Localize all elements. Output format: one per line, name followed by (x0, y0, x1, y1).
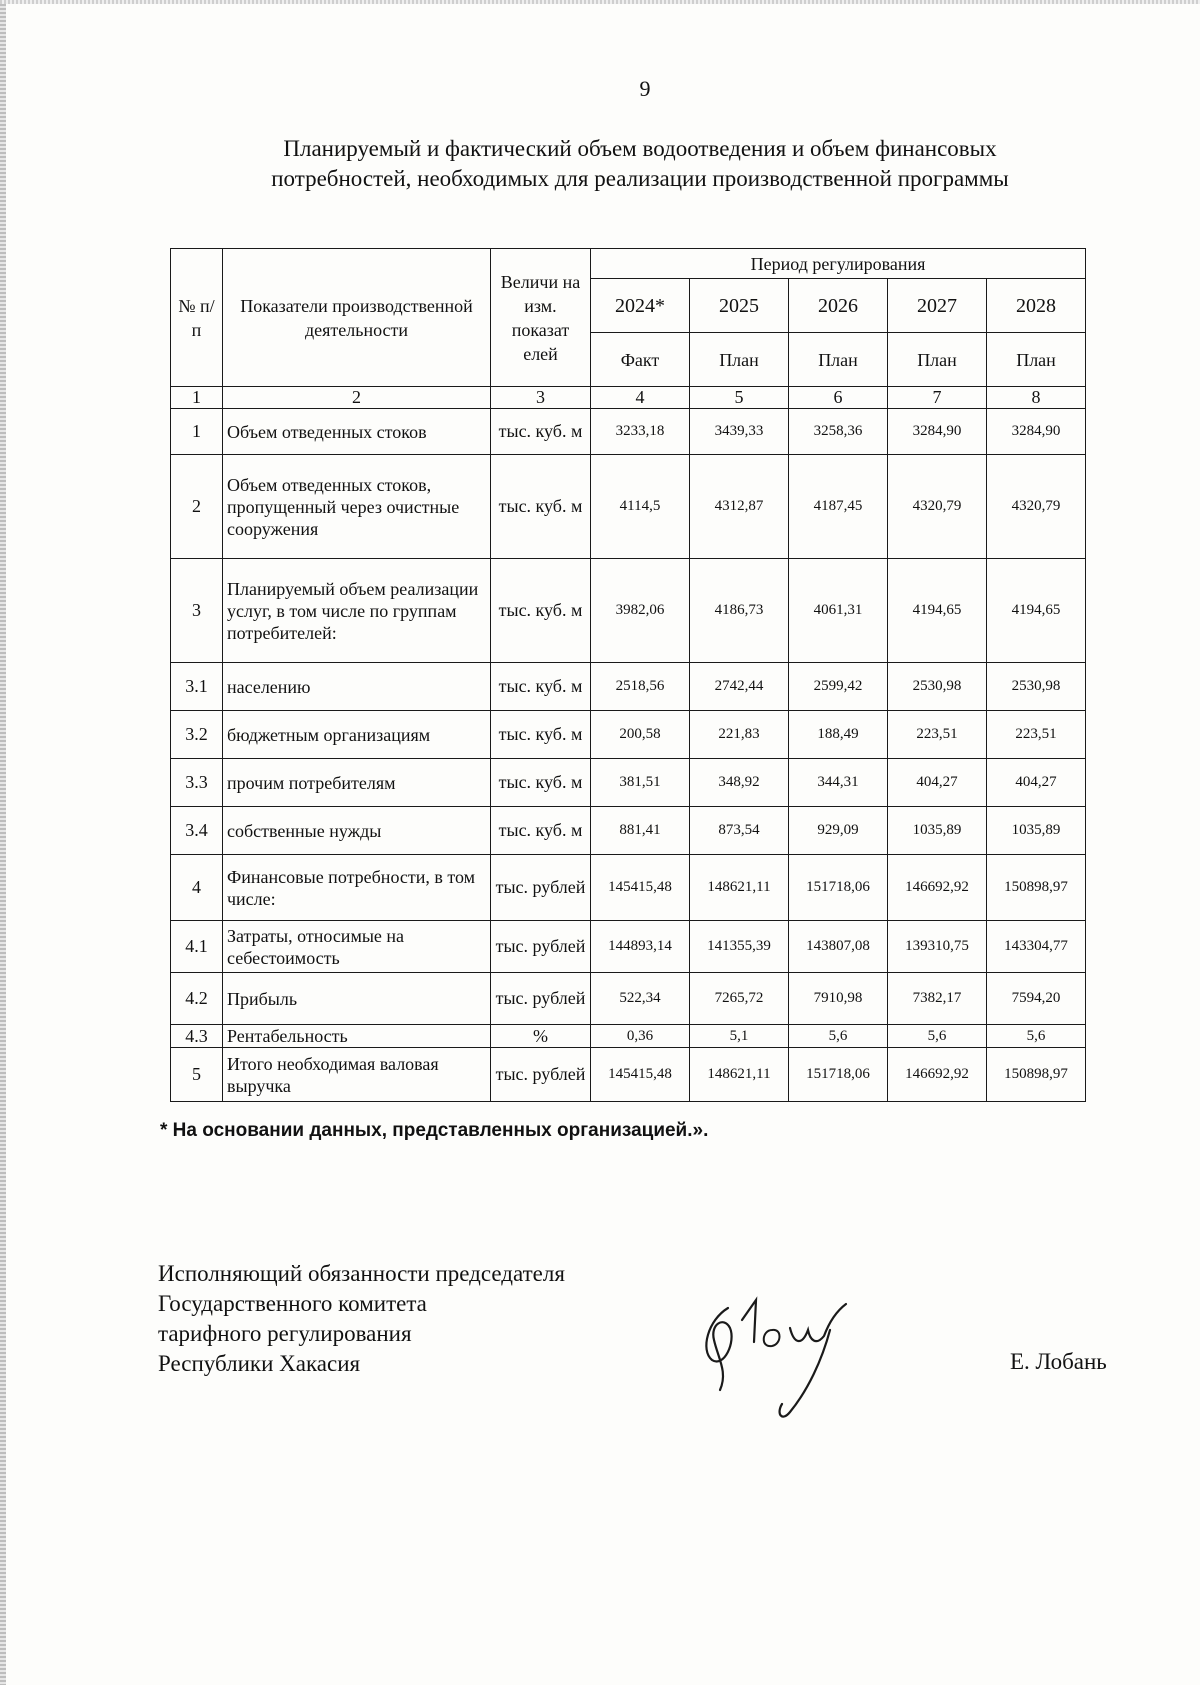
row-value: 145415,48 (591, 1048, 690, 1102)
row-value: 223,51 (987, 711, 1086, 759)
row-value: 1035,89 (987, 807, 1086, 855)
row-number: 3.3 (171, 759, 223, 807)
table-row (171, 663, 1086, 711)
production-program-table (170, 248, 1086, 1102)
row-value: 146692,92 (888, 855, 987, 921)
table-row (171, 921, 1086, 973)
header-year-2024: 2024* (591, 279, 690, 333)
row-value: 4320,79 (888, 455, 987, 559)
row-value: 5,1 (690, 1025, 789, 1048)
signer-name: Е. Лобань (1010, 1349, 1107, 1374)
row-value: 4187,45 (789, 455, 888, 559)
row-unit: тыс. рублей (491, 1048, 591, 1102)
row-value: 188,49 (789, 711, 888, 759)
row-value: 146692,92 (888, 1048, 987, 1102)
row-value: 7265,72 (690, 973, 789, 1025)
row-value: 7382,17 (888, 973, 987, 1025)
signer-title-line-3: тарифного регулирования (158, 1321, 412, 1346)
row-indicator: Финансовые потребности, в том числе: (223, 855, 491, 921)
table-row (171, 409, 1086, 455)
row-value: 522,34 (591, 973, 690, 1025)
row-value: 4320,79 (987, 455, 1086, 559)
row-value: 7910,98 (789, 973, 888, 1025)
row-number: 4.1 (171, 921, 223, 973)
col-number: 3 (491, 387, 591, 409)
header-year-2028: 2028 (987, 279, 1086, 333)
row-value: 200,58 (591, 711, 690, 759)
row-value: 404,27 (888, 759, 987, 807)
row-value: 348,92 (690, 759, 789, 807)
row-value: 3284,90 (888, 409, 987, 455)
scan-edge-top (0, 0, 1200, 4)
header-kind-2026: План (789, 333, 888, 387)
row-number: 3.4 (171, 807, 223, 855)
signer-title-line-4: Республики Хакасия (158, 1351, 361, 1376)
row-value: 4312,87 (690, 455, 789, 559)
row-indicator: Планируемый объем реализации услуг, в том числе по группам потребителей: (223, 559, 491, 663)
row-value: 344,31 (789, 759, 888, 807)
table-row (171, 711, 1086, 759)
row-value: 873,54 (690, 807, 789, 855)
row-unit: тыс. куб. м (491, 559, 591, 663)
row-indicator: собственные нужды (223, 807, 491, 855)
row-value: 143807,08 (789, 921, 888, 973)
row-value: 3233,18 (591, 409, 690, 455)
row-unit: тыс. куб. м (491, 759, 591, 807)
header-unit: Величи на изм. показат елей (491, 249, 591, 387)
row-value: 150898,97 (987, 1048, 1086, 1102)
row-value: 141355,39 (690, 921, 789, 973)
signer-title-line-2: Государственного комитета (158, 1291, 427, 1316)
row-value: 4114,5 (591, 455, 690, 559)
row-value: 2530,98 (987, 663, 1086, 711)
table-row (171, 455, 1086, 559)
row-value: 929,09 (789, 807, 888, 855)
col-number: 2 (223, 387, 491, 409)
row-number: 3 (171, 559, 223, 663)
col-number: 4 (591, 387, 690, 409)
row-value: 5,6 (987, 1025, 1086, 1048)
row-value: 1035,89 (888, 807, 987, 855)
row-number: 4 (171, 855, 223, 921)
row-indicator: населению (223, 663, 491, 711)
row-number: 5 (171, 1048, 223, 1102)
col-number: 8 (987, 387, 1086, 409)
row-number: 4.2 (171, 973, 223, 1025)
footnote: * На основании данных, представленных организацией.». (160, 1120, 709, 1141)
row-indicator: Рентабельность (223, 1025, 491, 1048)
row-value: 148621,11 (690, 1048, 789, 1102)
row-indicator: Прибыль (223, 973, 491, 1025)
row-value: 0,36 (591, 1025, 690, 1048)
handwritten-signature (690, 1280, 910, 1430)
row-value: 139310,75 (888, 921, 987, 973)
row-value: 404,27 (987, 759, 1086, 807)
row-unit: тыс. куб. м (491, 663, 591, 711)
scan-edge-left (0, 0, 6, 1685)
table-row (171, 1048, 1086, 1102)
row-number: 4.3 (171, 1025, 223, 1048)
signer-title-line-1: Исполняющий обязанности председателя (158, 1261, 565, 1286)
header-kind-2025: План (690, 333, 789, 387)
row-value: 144893,14 (591, 921, 690, 973)
row-value: 5,6 (888, 1025, 987, 1048)
row-indicator: Итого необходимая валовая выручка (223, 1048, 491, 1102)
row-value: 151718,06 (789, 1048, 888, 1102)
row-value: 223,51 (888, 711, 987, 759)
row-value: 7594,20 (987, 973, 1086, 1025)
row-unit: % (491, 1025, 591, 1048)
row-unit: тыс. куб. м (491, 409, 591, 455)
header-indicator: Показатели производственной деятельности (223, 249, 491, 387)
signer-block (158, 1259, 565, 1379)
row-unit: тыс. куб. м (491, 711, 591, 759)
row-value: 150898,97 (987, 855, 1086, 921)
row-value: 2518,56 (591, 663, 690, 711)
document-title (200, 134, 1080, 194)
row-value: 151718,06 (789, 855, 888, 921)
table-row (171, 759, 1086, 807)
row-value: 4194,65 (888, 559, 987, 663)
header-kind-2028: План (987, 333, 1086, 387)
row-indicator: Затраты, относимые на себестоимость (223, 921, 491, 973)
row-number: 1 (171, 409, 223, 455)
row-value: 3284,90 (987, 409, 1086, 455)
title-line-1: Планируемый и фактический объем водоотведения и объем финансовых (283, 136, 997, 161)
row-value: 3982,06 (591, 559, 690, 663)
row-unit: тыс. куб. м (491, 455, 591, 559)
header-num: № п/п (171, 249, 223, 387)
row-value: 881,41 (591, 807, 690, 855)
col-number: 6 (789, 387, 888, 409)
row-value: 221,83 (690, 711, 789, 759)
row-value: 4186,73 (690, 559, 789, 663)
row-value: 2599,42 (789, 663, 888, 711)
row-value: 143304,77 (987, 921, 1086, 973)
row-value: 2742,44 (690, 663, 789, 711)
col-number: 5 (690, 387, 789, 409)
row-indicator: прочим потребителям (223, 759, 491, 807)
header-kind-2024: Факт (591, 333, 690, 387)
header-year-2027: 2027 (888, 279, 987, 333)
row-number: 2 (171, 455, 223, 559)
table-row (171, 807, 1086, 855)
header-period: Период регулирования (591, 249, 1086, 279)
row-value: 4061,31 (789, 559, 888, 663)
row-value: 148621,11 (690, 855, 789, 921)
row-value: 4194,65 (987, 559, 1086, 663)
table-row (171, 1025, 1086, 1048)
row-value: 3439,33 (690, 409, 789, 455)
row-indicator: Объем отведенных стоков, пропущенный через очистные сооружения (223, 455, 491, 559)
row-unit: тыс. куб. м (491, 807, 591, 855)
col-number: 1 (171, 387, 223, 409)
row-indicator: бюджетным организациям (223, 711, 491, 759)
row-value: 145415,48 (591, 855, 690, 921)
header-year-2025: 2025 (690, 279, 789, 333)
row-indicator: Объем отведенных стоков (223, 409, 491, 455)
row-unit: тыс. рублей (491, 855, 591, 921)
page-number: 9 (639, 76, 651, 101)
row-value: 381,51 (591, 759, 690, 807)
col-number: 7 (888, 387, 987, 409)
title-line-2: потребностей, необходимых для реализации производственной программы (271, 166, 1009, 191)
row-unit: тыс. рублей (491, 973, 591, 1025)
row-number: 3.2 (171, 711, 223, 759)
row-value: 3258,36 (789, 409, 888, 455)
row-value: 5,6 (789, 1025, 888, 1048)
header-kind-2027: План (888, 333, 987, 387)
row-number: 3.1 (171, 663, 223, 711)
row-unit: тыс. рублей (491, 921, 591, 973)
table-row (171, 855, 1086, 921)
table-row (171, 973, 1086, 1025)
table-row (171, 559, 1086, 663)
row-value: 2530,98 (888, 663, 987, 711)
header-year-2026: 2026 (789, 279, 888, 333)
